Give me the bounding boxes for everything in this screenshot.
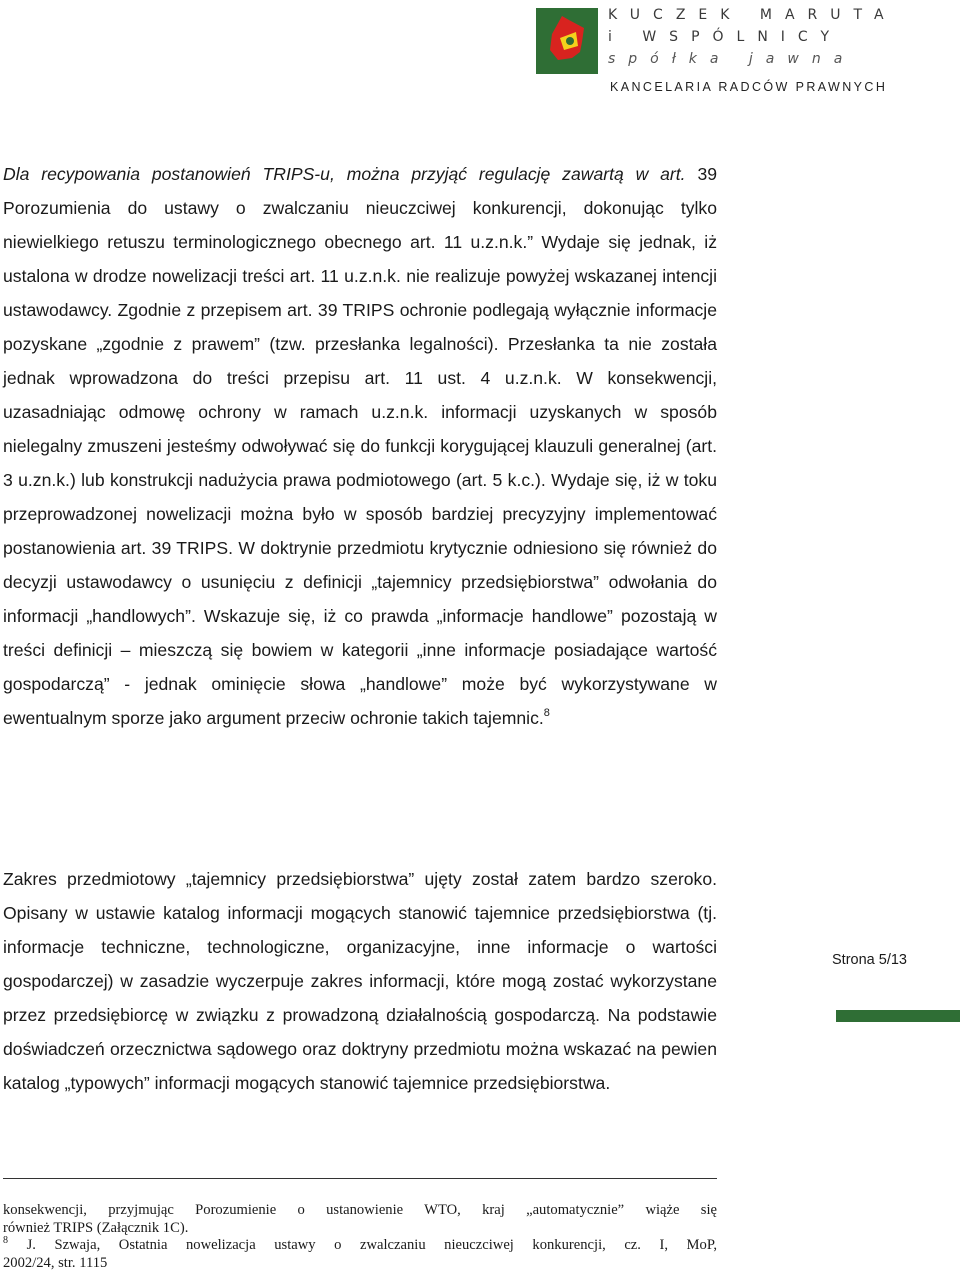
footnote-8-line-1 xyxy=(3,1237,717,1255)
logo-line-1: KUCZEK MARUTA xyxy=(608,7,897,23)
page-accent-bar xyxy=(836,1010,960,1022)
footnote-8-line-2: 2002/24, str. 1115 xyxy=(3,1254,108,1271)
italic-quote-start: Dla recypowania postanowień TRIPS-u, można przyjąć regulację zawartą w art. xyxy=(3,164,686,184)
logo-line-3: spółka jawna xyxy=(608,51,856,67)
logo-wordmark xyxy=(608,4,897,70)
kmw-square-logo-icon xyxy=(536,8,598,74)
body-paragraph-2: Zakres przedmiotowy „tajemnicy przedsiębiorstwa” ujęty został zatem bardzo szeroko. Opisany w ustawie katalog informacji mogących stanowić tajemnice przedsiębiorstwa (tj. informacje techniczne, technologiczne, organizacyjne, inne informacje o wartości gospodarczej) w zasadzie wyczerpuje zakres informacji, które mogą zostać wykorzystane przez przedsiębiorcę w związku z prowadzoną działalnością gospodarczą. Na podstawie doświadczeń orzecznictwa sądowego oraz doktryny przedmiotu można wskazać na pewien katalog „typowych” informacji mogących stanowić tajemnice przedsiębiorstwa. xyxy=(3,869,717,1093)
footnote-8-text: J. Szwaja, Ostatnia nowelizacja ustawy o zwalczaniu nieuczciwej konkurencji, cz. I, MoP, xyxy=(26,1237,717,1253)
logo-line-2: i WSPÓLNICY xyxy=(608,29,843,45)
footnote-continued-line-2: również TRIPS (Załącznik 1C). xyxy=(3,1219,189,1236)
footnotes xyxy=(3,1202,717,1272)
firm-subtitle: KANCELARIA RADCÓW PRAWNYCH xyxy=(610,80,888,94)
footnote-reference-8[interactable]: 8 xyxy=(543,707,550,720)
paragraph-1-text: 39 Porozumienia do ustawy o zwalczaniu nieuczciwej konkurencji, dokonując tylko niewielkiego retuszu terminologicznego obecnego art. 11 u.z.n.k.” Wydaje się jednak, iż ustalona w drodze nowelizacji treści art. 11 u.z.n.k. nie realizuje powyżej wskazanej intencji ustawodawcy. Zgodnie z przepisem art. 39 TRIPS ochronie podlegają wyłącznie informacje pozyskane „zgodnie z prawem” (tzw. przesłanka legalności). Przesłanka ta nie została jednak wprowadzona do treści przepisu art. 11 ust. 4 u.z.n.k. W konsekwencji, uzasadniając odmowę ochrony w ramach u.z.n.k. informacji uzyskanych w sposób nielegalny zmuszeni jesteśmy odwoływać się do funkcji korygującej klauzuli generalnej (art. 3 u.zn.k.) lub konstrukcji nadużycia prawa podmiotowego (art. 5 k.c.). Wydaje się, iż w toku przeprowadzonej nowelizacji można było w sposób bardziej precyzyjny implementować postanowienia art. 39 TRIPS. W doktrynie przedmiotu krytycznie odniesiono się również do decyzji ustawodawcy o usunięciu z definicji „tajemnicy przedsiębiorstwa” odwołania do informacji „handlowych”. Wskazuje się, iż co prawda „informacje handlowe” pozostają w treści definicji – mieszczą się bowiem w kategorii „inne informacje posiadające wartość gospodarczą” - jednak ominięcie słowa „handlowe” może być wykorzystywane w ewentualnym sporze jako argument przeciw ochronie takich tajemnic. xyxy=(3,164,718,728)
page-number-label: Strona 5/13 xyxy=(832,952,907,968)
footnote-separator xyxy=(3,1178,717,1179)
footnote-continued-line-1: konsekwencji, przyjmując Porozumienie o ustanowienie WTO, kraj „automatycznie” wiąże się xyxy=(3,1202,717,1218)
footnote-8-number: 8 xyxy=(3,1235,8,1247)
body-paragraph-1 xyxy=(3,157,717,735)
